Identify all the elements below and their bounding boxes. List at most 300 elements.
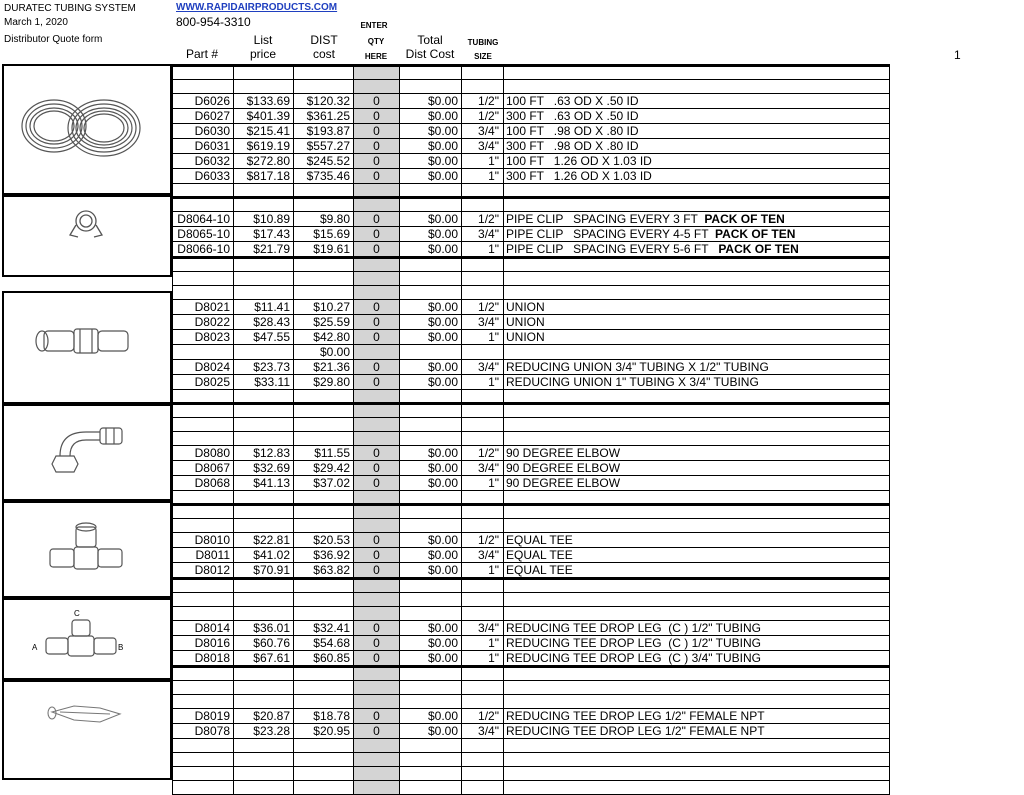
description-cell-text: REDUCING TEE DROP LEG 1/2" FEMALE NPT	[506, 709, 765, 723]
quantity-input-cell[interactable]	[354, 390, 400, 404]
dist-cost-cell-text: $193.87	[306, 124, 350, 138]
total-dist-cost-cell-text: $0.00	[427, 94, 458, 108]
quantity-input-cell[interactable]	[354, 375, 400, 390]
total-dist-cost-cell	[400, 66, 462, 80]
tubing-size-cell	[462, 621, 504, 636]
dist-cost-cell-text: $18.78	[313, 709, 350, 723]
dist-cost-cell	[294, 212, 354, 227]
tubing-size-cell	[462, 66, 504, 80]
total-dist-cost-cell	[400, 212, 462, 227]
quantity-input-cell-text: 0	[373, 169, 380, 183]
list-price-cell-text: $20.87	[253, 709, 290, 723]
total-dist-cost-cell	[400, 753, 462, 767]
description-cell-text: EQUAL TEE	[506, 563, 573, 577]
elbow-image	[2, 404, 172, 501]
dist-cost-cell	[294, 446, 354, 461]
total-dist-cost-cell	[400, 258, 462, 272]
list-price-cell-text: $70.91	[253, 563, 290, 577]
quantity-input-cell[interactable]	[354, 781, 400, 795]
part-number-cell-text: D6033	[194, 169, 230, 183]
quantity-input-cell[interactable]	[354, 139, 400, 154]
part-number-cell-text: D8021	[194, 300, 230, 314]
total-dist-cost-cell-text: $0.00	[427, 461, 458, 475]
quantity-input-cell[interactable]	[354, 315, 400, 330]
description-cell-text: REDUCING TEE DROP LEG 1/2" FEMALE NPT	[506, 724, 765, 738]
table-row	[173, 404, 890, 418]
list-price-cell	[234, 695, 294, 709]
quantity-input-cell[interactable]	[354, 681, 400, 695]
table-row	[173, 636, 890, 651]
table-row	[173, 258, 890, 272]
part-number-cell-text: D8064-10	[177, 212, 230, 226]
description-cell	[504, 548, 890, 563]
list-price-cell-text: $23.28	[253, 724, 290, 738]
total-dist-cost-cell-text: $0.00	[427, 154, 458, 168]
tubing-size-cell	[462, 94, 504, 109]
list-price-cell	[234, 345, 294, 360]
total-dist-cost-cell-text: $0.00	[427, 124, 458, 138]
tubing-size-cell	[462, 139, 504, 154]
list-price-cell	[234, 330, 294, 345]
table-row	[173, 651, 890, 667]
part-number-cell	[173, 667, 234, 681]
list-price-cell	[234, 724, 294, 739]
total-dist-cost-cell-text: $0.00	[427, 315, 458, 329]
quantity-input-cell[interactable]	[354, 607, 400, 621]
part-number-cell	[173, 330, 234, 345]
description-cell	[504, 461, 890, 476]
quantity-input-cell[interactable]	[354, 724, 400, 739]
tubing-size-cell-text: 3/4"	[478, 360, 499, 374]
reducing-tee-icon	[4, 600, 170, 678]
total-dist-cost-cell-text: $0.00	[427, 242, 458, 256]
quantity-input-cell[interactable]	[354, 767, 400, 781]
quantity-input-cell[interactable]	[354, 621, 400, 636]
part-number-cell	[173, 375, 234, 390]
description-cell	[504, 404, 890, 418]
dist-cost-cell-text: $15.69	[313, 227, 350, 241]
description-cell	[504, 579, 890, 593]
tubing-size-cell	[462, 286, 504, 300]
tubing-size-cell	[462, 753, 504, 767]
dist-cost-cell	[294, 94, 354, 109]
quantity-input-cell[interactable]	[354, 476, 400, 491]
list-price-cell-text: $11.41	[254, 300, 290, 314]
part-number-cell	[173, 491, 234, 505]
quantity-input-cell[interactable]	[354, 227, 400, 242]
quantity-input-cell-text: 0	[373, 124, 380, 138]
part-number-cell	[173, 315, 234, 330]
website-link[interactable]: WWW.RAPIDAIRPRODUCTS.COM	[176, 2, 338, 13]
total-dist-cost-cell	[400, 667, 462, 681]
tubing-size-cell	[462, 227, 504, 242]
dist-cost-cell-text: $120.32	[306, 94, 350, 108]
part-number-cell	[173, 621, 234, 636]
part-number-cell-text: D8080	[194, 446, 230, 460]
quantity-input-cell[interactable]	[354, 198, 400, 212]
quantity-input-cell[interactable]	[354, 505, 400, 519]
table-row	[173, 330, 890, 345]
part-number-cell	[173, 533, 234, 548]
pipe-clip-icon	[4, 197, 170, 275]
dist-cost-cell-text: $29.42	[313, 461, 350, 475]
dist-cost-cell	[294, 491, 354, 505]
tubing-size-cell	[462, 579, 504, 593]
total-dist-cost-cell	[400, 198, 462, 212]
total-dist-cost-cell-text: $0.00	[427, 548, 458, 562]
tubing-size-cell-text: 3/4"	[478, 621, 499, 635]
quantity-input-cell[interactable]	[354, 533, 400, 548]
description-cell	[504, 330, 890, 345]
quantity-input-cell-text: 0	[373, 461, 380, 475]
quantity-input-cell[interactable]	[354, 636, 400, 651]
quantity-input-cell[interactable]	[354, 404, 400, 418]
part-number-cell	[173, 345, 234, 360]
description-cell	[504, 375, 890, 390]
description-cell	[504, 139, 890, 154]
dist-cost-cell	[294, 563, 354, 579]
dist-cost-cell	[294, 476, 354, 491]
dist-cost-cell	[294, 300, 354, 315]
tubing-size-cell	[462, 418, 504, 432]
tubing-coil-icon	[4, 66, 170, 193]
part-number-cell	[173, 651, 234, 667]
quantity-input-cell[interactable]	[354, 286, 400, 300]
total-dist-cost-cell	[400, 461, 462, 476]
quantity-input-cell-text: 0	[373, 330, 380, 344]
part-number-cell-text: D8018	[194, 651, 230, 665]
dist-cost-cell-text: $557.27	[306, 139, 350, 153]
dist-header-1: DIST	[310, 33, 338, 47]
list-price-cell-text: $22.81	[253, 533, 290, 547]
tubing-size-cell	[462, 154, 504, 169]
description-cell	[504, 418, 890, 432]
total-dist-cost-cell-text: $0.00	[427, 563, 458, 577]
dist-cost-cell	[294, 109, 354, 124]
description-cell-text: PIPE CLIP SPACING EVERY 5-6 FT	[506, 242, 719, 256]
table-row	[173, 563, 890, 579]
table-row	[173, 753, 890, 767]
dist-cost-cell	[294, 169, 354, 184]
list-price-cell	[234, 621, 294, 636]
tubing-size-cell	[462, 345, 504, 360]
part-number-cell	[173, 227, 234, 242]
list-price-cell	[234, 651, 294, 667]
quantity-input-cell[interactable]	[354, 184, 400, 198]
qty-header-1: QTY	[367, 37, 385, 46]
list-price-cell-text: $60.76	[253, 636, 290, 650]
part-number-cell	[173, 242, 234, 258]
list-price-cell-text: $215.41	[246, 124, 290, 138]
quantity-input-cell[interactable]	[354, 461, 400, 476]
dist-cost-cell	[294, 272, 354, 286]
dist-cost-cell	[294, 548, 354, 563]
total-dist-cost-cell-text: $0.00	[427, 533, 458, 547]
total-dist-cost-cell	[400, 286, 462, 300]
dist-cost-cell-text: $32.41	[313, 621, 350, 635]
description-cell	[504, 563, 890, 579]
table-row	[173, 315, 890, 330]
description-cell-text: UNION	[506, 300, 545, 314]
table-row	[173, 781, 890, 795]
total-dist-cost-cell	[400, 80, 462, 94]
quantity-input-cell-text: 0	[373, 227, 380, 241]
quantity-input-cell[interactable]	[354, 695, 400, 709]
description-cell	[504, 724, 890, 739]
page-number: 1	[954, 48, 961, 62]
list-price-cell	[234, 375, 294, 390]
list-header-1: List	[253, 33, 273, 47]
part-number-cell	[173, 739, 234, 753]
tubing-size-cell	[462, 667, 504, 681]
quote-table	[172, 64, 890, 795]
quantity-input-cell[interactable]	[354, 300, 400, 315]
part-number-cell	[173, 418, 234, 432]
description-cell	[504, 767, 890, 781]
tubing-size-cell	[462, 476, 504, 491]
part-number-cell	[173, 548, 234, 563]
list-price-cell-text: $67.61	[253, 651, 290, 665]
quantity-input-cell[interactable]	[354, 579, 400, 593]
part-number-cell-text: D8022	[194, 315, 230, 329]
description-cell	[504, 695, 890, 709]
list-price-cell	[234, 286, 294, 300]
quantity-input-cell[interactable]	[354, 739, 400, 753]
dist-cost-cell	[294, 286, 354, 300]
equal-tee-image	[2, 501, 172, 598]
quantity-input-cell[interactable]	[354, 418, 400, 432]
table-row	[173, 432, 890, 446]
dist-cost-cell	[294, 390, 354, 404]
total-dist-cost-cell	[400, 651, 462, 667]
quantity-input-cell-text: 0	[373, 636, 380, 650]
part-number-cell	[173, 505, 234, 519]
tubing-size-cell	[462, 360, 504, 375]
list-price-cell-text: $41.13	[253, 476, 290, 490]
part-number-cell	[173, 563, 234, 579]
quantity-input-cell[interactable]	[354, 709, 400, 724]
tubing-size-cell-text: 1"	[488, 563, 499, 577]
list-price-cell	[234, 432, 294, 446]
part-number-cell	[173, 753, 234, 767]
part-number-cell	[173, 66, 234, 80]
quantity-input-cell-text: 0	[373, 446, 380, 460]
dist-cost-cell-text: $0.00	[319, 345, 350, 359]
dist-cost-cell	[294, 432, 354, 446]
table-row	[173, 198, 890, 212]
quantity-input-cell[interactable]	[354, 124, 400, 139]
part-number-cell-text: D6030	[194, 124, 230, 138]
description-cell	[504, 300, 890, 315]
description-cell-text: 90 DEGREE ELBOW	[506, 476, 621, 490]
list-price-cell	[234, 404, 294, 418]
quantity-input-cell[interactable]	[354, 154, 400, 169]
list-price-cell	[234, 80, 294, 94]
description-cell-text: 90 DEGREE ELBOW	[506, 461, 621, 475]
quantity-input-cell[interactable]	[354, 651, 400, 667]
quantity-input-cell[interactable]	[354, 109, 400, 124]
tee-label-c: C	[74, 609, 80, 618]
quantity-input-cell[interactable]	[354, 519, 400, 533]
part-number-cell	[173, 461, 234, 476]
dist-cost-cell	[294, 198, 354, 212]
tubing-size-cell	[462, 390, 504, 404]
total-dist-cost-cell	[400, 724, 462, 739]
tubing-size-cell	[462, 315, 504, 330]
part-number-cell	[173, 404, 234, 418]
part-number-cell-text: D8067	[194, 461, 230, 475]
part-number-cell-text: D8025	[194, 375, 230, 389]
description-cell	[504, 154, 890, 169]
part-number-cell	[173, 476, 234, 491]
quantity-input-cell[interactable]	[354, 432, 400, 446]
quantity-input-cell-text: 0	[373, 300, 380, 314]
list-price-cell	[234, 272, 294, 286]
part-number-cell-text: D8019	[194, 709, 230, 723]
part-number-cell	[173, 272, 234, 286]
quantity-input-cell-text: 0	[373, 375, 380, 389]
list-price-cell	[234, 212, 294, 227]
total-dist-cost-cell	[400, 109, 462, 124]
description-cell	[504, 360, 890, 375]
table-row	[173, 491, 890, 505]
total-dist-cost-cell	[400, 505, 462, 519]
table-row	[173, 476, 890, 491]
quantity-input-cell[interactable]	[354, 593, 400, 607]
list-price-cell	[234, 767, 294, 781]
total-dist-cost-cell	[400, 242, 462, 258]
list-price-cell-text: $619.19	[246, 139, 290, 153]
phone-number: 800-954-3310	[176, 15, 251, 29]
tubing-size-cell	[462, 607, 504, 621]
union-image	[2, 291, 172, 404]
part-number-cell	[173, 579, 234, 593]
total-dist-cost-cell	[400, 579, 462, 593]
description-cell	[504, 593, 890, 607]
quantity-input-cell[interactable]	[354, 563, 400, 579]
part-number-cell-text: D8012	[194, 563, 230, 577]
quantity-input-cell[interactable]	[354, 80, 400, 94]
list-price-cell	[234, 139, 294, 154]
dist-cost-cell-text: $11.55	[314, 446, 350, 460]
description-cell	[504, 476, 890, 491]
dist-cost-cell	[294, 80, 354, 94]
tubing-size-cell	[462, 212, 504, 227]
list-price-cell-text: $21.79	[253, 242, 290, 256]
quantity-input-cell[interactable]	[354, 212, 400, 227]
total-dist-cost-cell	[400, 375, 462, 390]
dist-cost-cell	[294, 242, 354, 258]
total-header-2: Dist Cost	[405, 47, 455, 61]
list-price-cell	[234, 315, 294, 330]
table-row	[173, 169, 890, 184]
tubing-size-cell	[462, 709, 504, 724]
description-cell	[504, 491, 890, 505]
dist-cost-cell	[294, 461, 354, 476]
size-header-2: SIZE	[474, 52, 492, 61]
description-cell-text: PIPE CLIP SPACING EVERY 4-5 FT	[506, 227, 715, 241]
quantity-input-cell[interactable]	[354, 169, 400, 184]
table-row	[173, 533, 890, 548]
tubing-size-cell-text: 1"	[488, 476, 499, 490]
quantity-input-cell[interactable]	[354, 94, 400, 109]
tee-label-b: B	[118, 643, 124, 652]
quantity-input-cell[interactable]	[354, 258, 400, 272]
equal-tee-icon	[4, 503, 170, 596]
description-cell	[504, 198, 890, 212]
total-dist-cost-cell-text: $0.00	[427, 446, 458, 460]
list-price-cell-text: $33.11	[254, 375, 290, 389]
total-dist-cost-cell-text: $0.00	[427, 375, 458, 389]
quantity-input-cell-text: 0	[373, 360, 380, 374]
description-cell	[504, 124, 890, 139]
description-cell	[504, 519, 890, 533]
list-price-cell	[234, 548, 294, 563]
table-row	[173, 548, 890, 563]
table-row	[173, 593, 890, 607]
quantity-input-cell[interactable]	[354, 548, 400, 563]
quantity-input-cell[interactable]	[354, 330, 400, 345]
tubing-size-cell	[462, 724, 504, 739]
tubing-size-cell-text: 3/4"	[478, 461, 499, 475]
list-price-cell	[234, 446, 294, 461]
quantity-input-cell[interactable]	[354, 66, 400, 80]
list-price-cell	[234, 124, 294, 139]
tubing-size-cell	[462, 593, 504, 607]
dist-cost-cell	[294, 139, 354, 154]
quantity-input-cell[interactable]	[354, 446, 400, 461]
quantity-input-cell[interactable]	[354, 753, 400, 767]
quantity-input-cell[interactable]	[354, 242, 400, 258]
tubing-size-cell-text: 1/2"	[478, 533, 499, 547]
total-dist-cost-cell-text: $0.00	[427, 139, 458, 153]
total-dist-cost-cell-text: $0.00	[427, 476, 458, 490]
table-row	[173, 66, 890, 80]
part-number-cell	[173, 607, 234, 621]
tubing-size-cell-text: 1"	[488, 242, 499, 256]
list-price-cell	[234, 300, 294, 315]
quantity-input-cell-text: 0	[373, 242, 380, 256]
list-price-cell	[234, 739, 294, 753]
dist-cost-cell-text: $54.68	[313, 636, 350, 650]
quantity-input-cell[interactable]	[354, 345, 400, 360]
description-cell-text: 300 FT .63 OD X .50 ID	[506, 109, 639, 123]
dist-cost-cell	[294, 781, 354, 795]
list-price-cell	[234, 258, 294, 272]
total-header-1: Total	[417, 33, 443, 47]
description-cell-text: REDUCING TEE DROP LEG (C ) 3/4" TUBING	[506, 651, 761, 665]
tubing-size-cell-text: 1/2"	[478, 300, 499, 314]
list-price-cell-text: $32.69	[253, 461, 290, 475]
description-cell-text: UNION	[506, 315, 545, 329]
quantity-input-cell[interactable]	[354, 491, 400, 505]
quantity-input-cell[interactable]	[354, 272, 400, 286]
female-npt-tee-icon	[4, 682, 170, 778]
tubing-size-cell-text: 1/2"	[478, 212, 499, 226]
description-cell-text: EQUAL TEE	[506, 548, 573, 562]
part-number-cell	[173, 767, 234, 781]
part-number-cell-text: D8024	[194, 360, 230, 374]
table-row	[173, 724, 890, 739]
table-row	[173, 667, 890, 681]
quantity-input-cell[interactable]	[354, 667, 400, 681]
quantity-input-cell[interactable]	[354, 360, 400, 375]
part-number-cell-text: D6027	[194, 109, 230, 123]
list-price-cell-text: $23.73	[253, 360, 290, 374]
reducing-tee-image	[2, 598, 172, 680]
quantity-input-cell-text: 0	[373, 724, 380, 738]
description-cell-text: REDUCING UNION 1" TUBING X 3/4" TUBING	[506, 375, 759, 389]
